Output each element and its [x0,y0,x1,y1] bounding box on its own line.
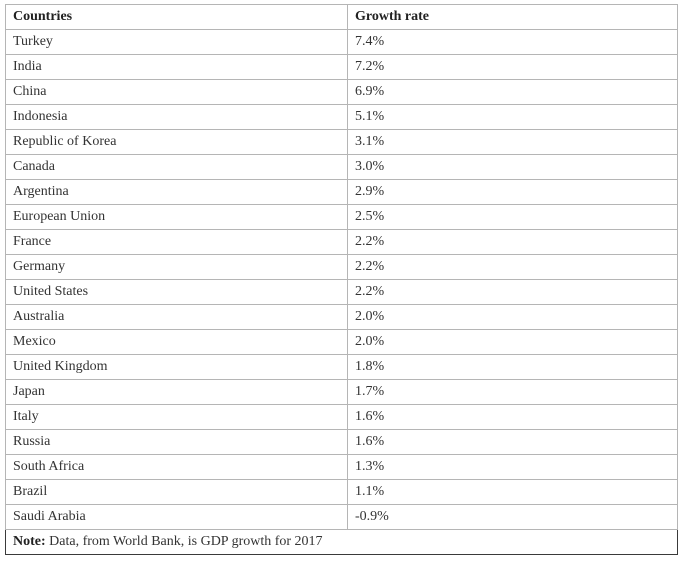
table-row [6,80,678,105]
country-cell: Russia [6,430,348,455]
country-cell: Japan [6,380,348,405]
growth-rate-table [5,4,678,555]
growth-rate-cell: 2.0% [348,305,678,330]
country-cell: France [6,230,348,255]
country-cell: Mexico [6,330,348,355]
table-row [6,130,678,155]
table-row [6,30,678,55]
growth-rate-cell: 2.2% [348,255,678,280]
country-cell: Australia [6,305,348,330]
growth-rate-cell: 7.2% [348,55,678,80]
country-cell: European Union [6,205,348,230]
note-row [6,530,678,555]
growth-rate-cell: 1.6% [348,405,678,430]
header-growth-rate: Growth rate [348,5,678,30]
country-cell: Republic of Korea [6,130,348,155]
country-cell: India [6,55,348,80]
growth-rate-cell: 7.4% [348,30,678,55]
growth-rate-cell: 2.0% [348,330,678,355]
table-row [6,105,678,130]
table-row [6,305,678,330]
growth-rate-cell: 1.1% [348,480,678,505]
table-row [6,355,678,380]
table-body [6,30,678,530]
table-row [6,480,678,505]
growth-rate-cell: 1.7% [348,380,678,405]
country-cell: United Kingdom [6,355,348,380]
country-cell: South Africa [6,455,348,480]
table-row [6,380,678,405]
note-cell [6,530,678,555]
header-countries: Countries [6,5,348,30]
table-row [6,330,678,355]
table-row [6,155,678,180]
table-row [6,180,678,205]
note-label: Note: [13,534,46,549]
table-row [6,55,678,80]
growth-rate-cell: 1.3% [348,455,678,480]
growth-rate-cell: 2.9% [348,180,678,205]
table-row [6,280,678,305]
country-cell: Germany [6,255,348,280]
country-cell: Indonesia [6,105,348,130]
table-row [6,430,678,455]
growth-rate-cell: 3.1% [348,130,678,155]
growth-rate-cell: 2.2% [348,230,678,255]
table-row [6,230,678,255]
country-cell: Brazil [6,480,348,505]
country-cell: United States [6,280,348,305]
growth-rate-cell: 1.8% [348,355,678,380]
country-cell: China [6,80,348,105]
table-header-row [6,5,678,30]
table-row [6,505,678,530]
growth-rate-cell: 2.5% [348,205,678,230]
country-cell: Turkey [6,30,348,55]
growth-rate-cell: 3.0% [348,155,678,180]
growth-rate-cell: 2.2% [348,280,678,305]
growth-rate-cell: -0.9% [348,505,678,530]
growth-rate-cell: 5.1% [348,105,678,130]
table-row [6,405,678,430]
growth-rate-cell: 1.6% [348,430,678,455]
country-cell: Canada [6,155,348,180]
note-text: Data, from World Bank, is GDP growth for 2017 [45,534,323,549]
table-row [6,255,678,280]
country-cell: Argentina [6,180,348,205]
table-row [6,455,678,480]
growth-rate-cell: 6.9% [348,80,678,105]
country-cell: Saudi Arabia [6,505,348,530]
country-cell: Italy [6,405,348,430]
table-row [6,205,678,230]
